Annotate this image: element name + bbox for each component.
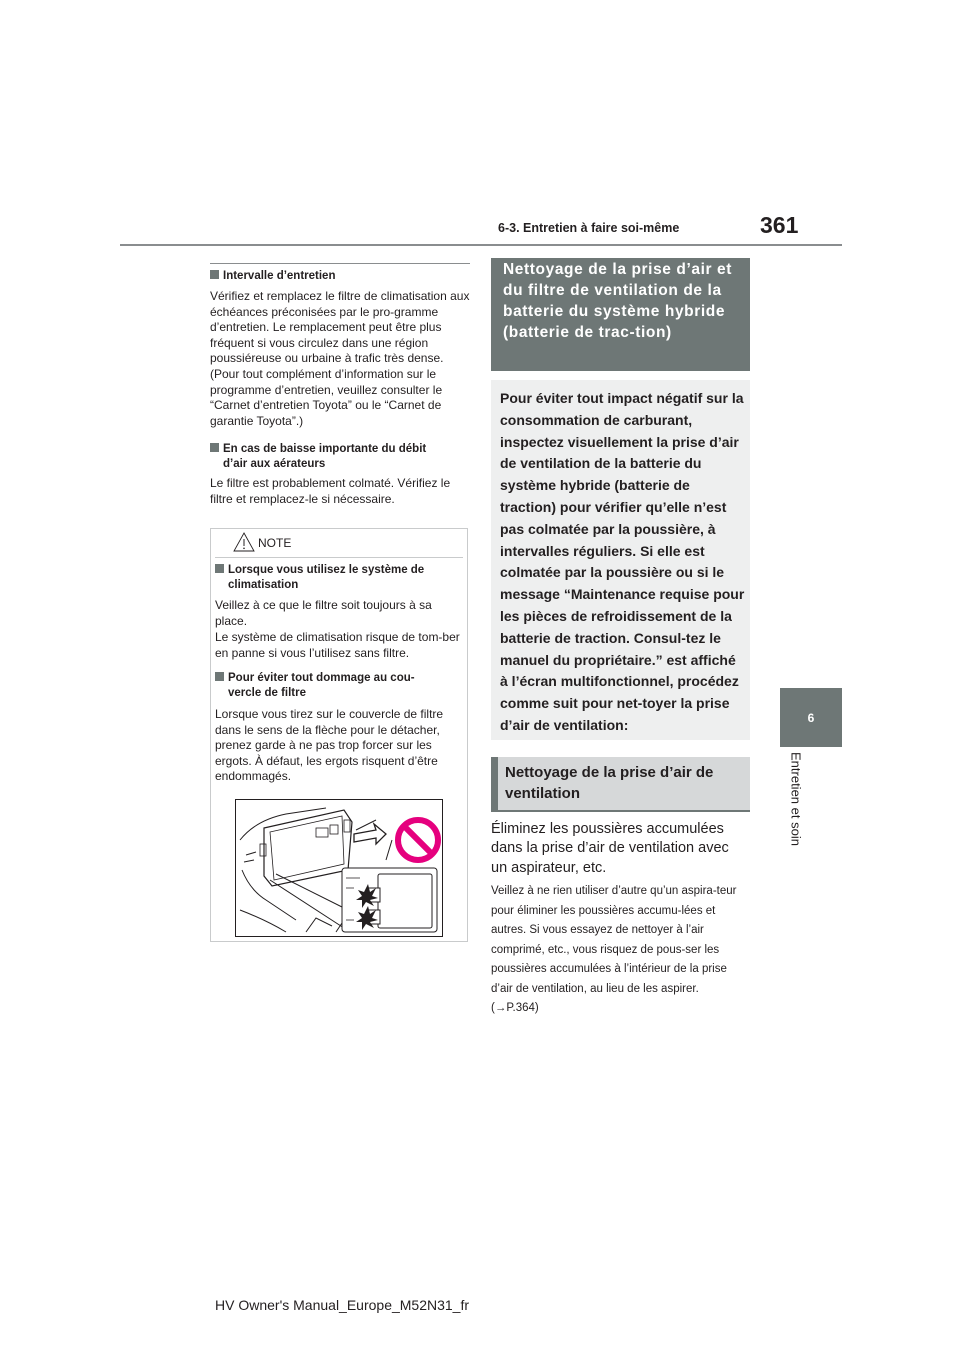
square-bullet-icon [210, 270, 219, 279]
note-rule [215, 557, 463, 558]
header-rule [120, 244, 842, 246]
square-bullet-icon [210, 443, 219, 452]
chapter-label: Entretien et soin [788, 752, 804, 846]
filter-cover-drawing [236, 800, 442, 936]
section-header: 6-3. Entretien à faire soi-même [498, 221, 680, 235]
subsection-title-box [491, 757, 750, 812]
section-title: Nettoyage de la prise d’air et du filtre de ventilation de la batterie du système hybride (batterie de trac-tion) [503, 261, 733, 341]
cleaning-instruction: Éliminez les poussières accumulées dans la prise d’air de ventilation avec un aspirateur, etc. [491, 821, 729, 876]
intro-text: Pour éviter tout impact négatif sur la consommation de carburant, inspectez visuellement la prise d’air de ventilation de la batterie du système hybride (batterie de traction) pour vérifier qu’elle n’est pas colmatée par la poussière, à intervalles réguliers. Si elle est colmatée par la poussière ou si le message “Maintenance requise pour les pièces de refroidissement de la batterie de traction. Consul-tez le manuel du propriétaire.” est affiché à l’écran multifonctionnel, procédez comme suit pour net-toyer la prise d’air de ventilation: [500, 390, 745, 733]
item-body-intervalle: Vérifiez et remplacez le filtre de climatisation aux échéances préconisées par le pro-gramme d’entretien. Le remplacement peut être plus fréquent si vous circulez dans une région poussiéreuse ou urbaine à trafic très dense. (Pour tout complément d’information sur le programme d’entretien, veuillez consulter le “Carnet d’entretien Toyota” ou le “Carnet de garantie Toyota”.) [210, 289, 470, 428]
footer-text: HV Owner's Manual_Europe_M52N31_fr [215, 1297, 470, 1313]
intro-box [491, 380, 750, 740]
subsection-accent-bar [491, 757, 498, 810]
cleaning-caution: Veillez à ne rien utiliser d’autre qu’un aspira-teur pour éliminer les poussières accumu-lées et autres. Si vous essayez de nettoyer à l’air comprimé, etc., vous risquez de pous-ser les poussières accumulées à l’intérieur de la prise d’air de ventilation, au lieu de les aspirer. (→P.364) [491, 885, 737, 1014]
note-box [210, 528, 468, 942]
chapter-tab[interactable] [780, 688, 842, 747]
item-body-debit: Le filtre est probablement colmaté. Vérifiez le filtre et remplacez-le si nécessaire. [210, 476, 451, 506]
chapter-label-vertical [786, 752, 806, 882]
note-body-climatisation-2: Le système de climatisation risque de tom-ber en panne si vous l’utilisez sans filtre. [215, 630, 460, 660]
item-rule [210, 263, 470, 264]
note-heading-climatisation: Lorsque vous utilisez le système de climatisation [215, 563, 463, 593]
warning-triangle-icon [233, 532, 255, 552]
note-label: NOTE [258, 536, 292, 550]
section-title-box [491, 258, 750, 371]
note-title-bar [211, 529, 467, 557]
page-number: 361 [760, 212, 799, 238]
square-bullet-icon [215, 564, 224, 573]
filter-cover-illustration [235, 799, 443, 937]
note-body-couvercle: Lorsque vous tirez sur le couvercle de filtre dans le sens de la flèche pour le détacher, prenez garde à ne pas trop forcer sur les ergots. À défaut, les ergots risquent d’être endommagés. [215, 707, 444, 784]
page-reference-link[interactable]: →P.364) [494, 1002, 539, 1014]
note-body-climatisation-1: Veillez à ce que le filtre soit toujours à sa place. [215, 598, 432, 628]
item-heading-debit: En cas de baisse importante du débit d’air aux aérateurs [210, 442, 470, 472]
item-heading-intervalle: Intervalle d’entretien [210, 269, 470, 284]
note-heading-couvercle: Pour éviter tout dommage au cou- vercle de filtre [215, 671, 463, 701]
square-bullet-icon [215, 672, 224, 681]
subsection-title: Nettoyage de la prise d’air de ventilation [505, 764, 714, 802]
chapter-number: 6 [807, 710, 815, 725]
